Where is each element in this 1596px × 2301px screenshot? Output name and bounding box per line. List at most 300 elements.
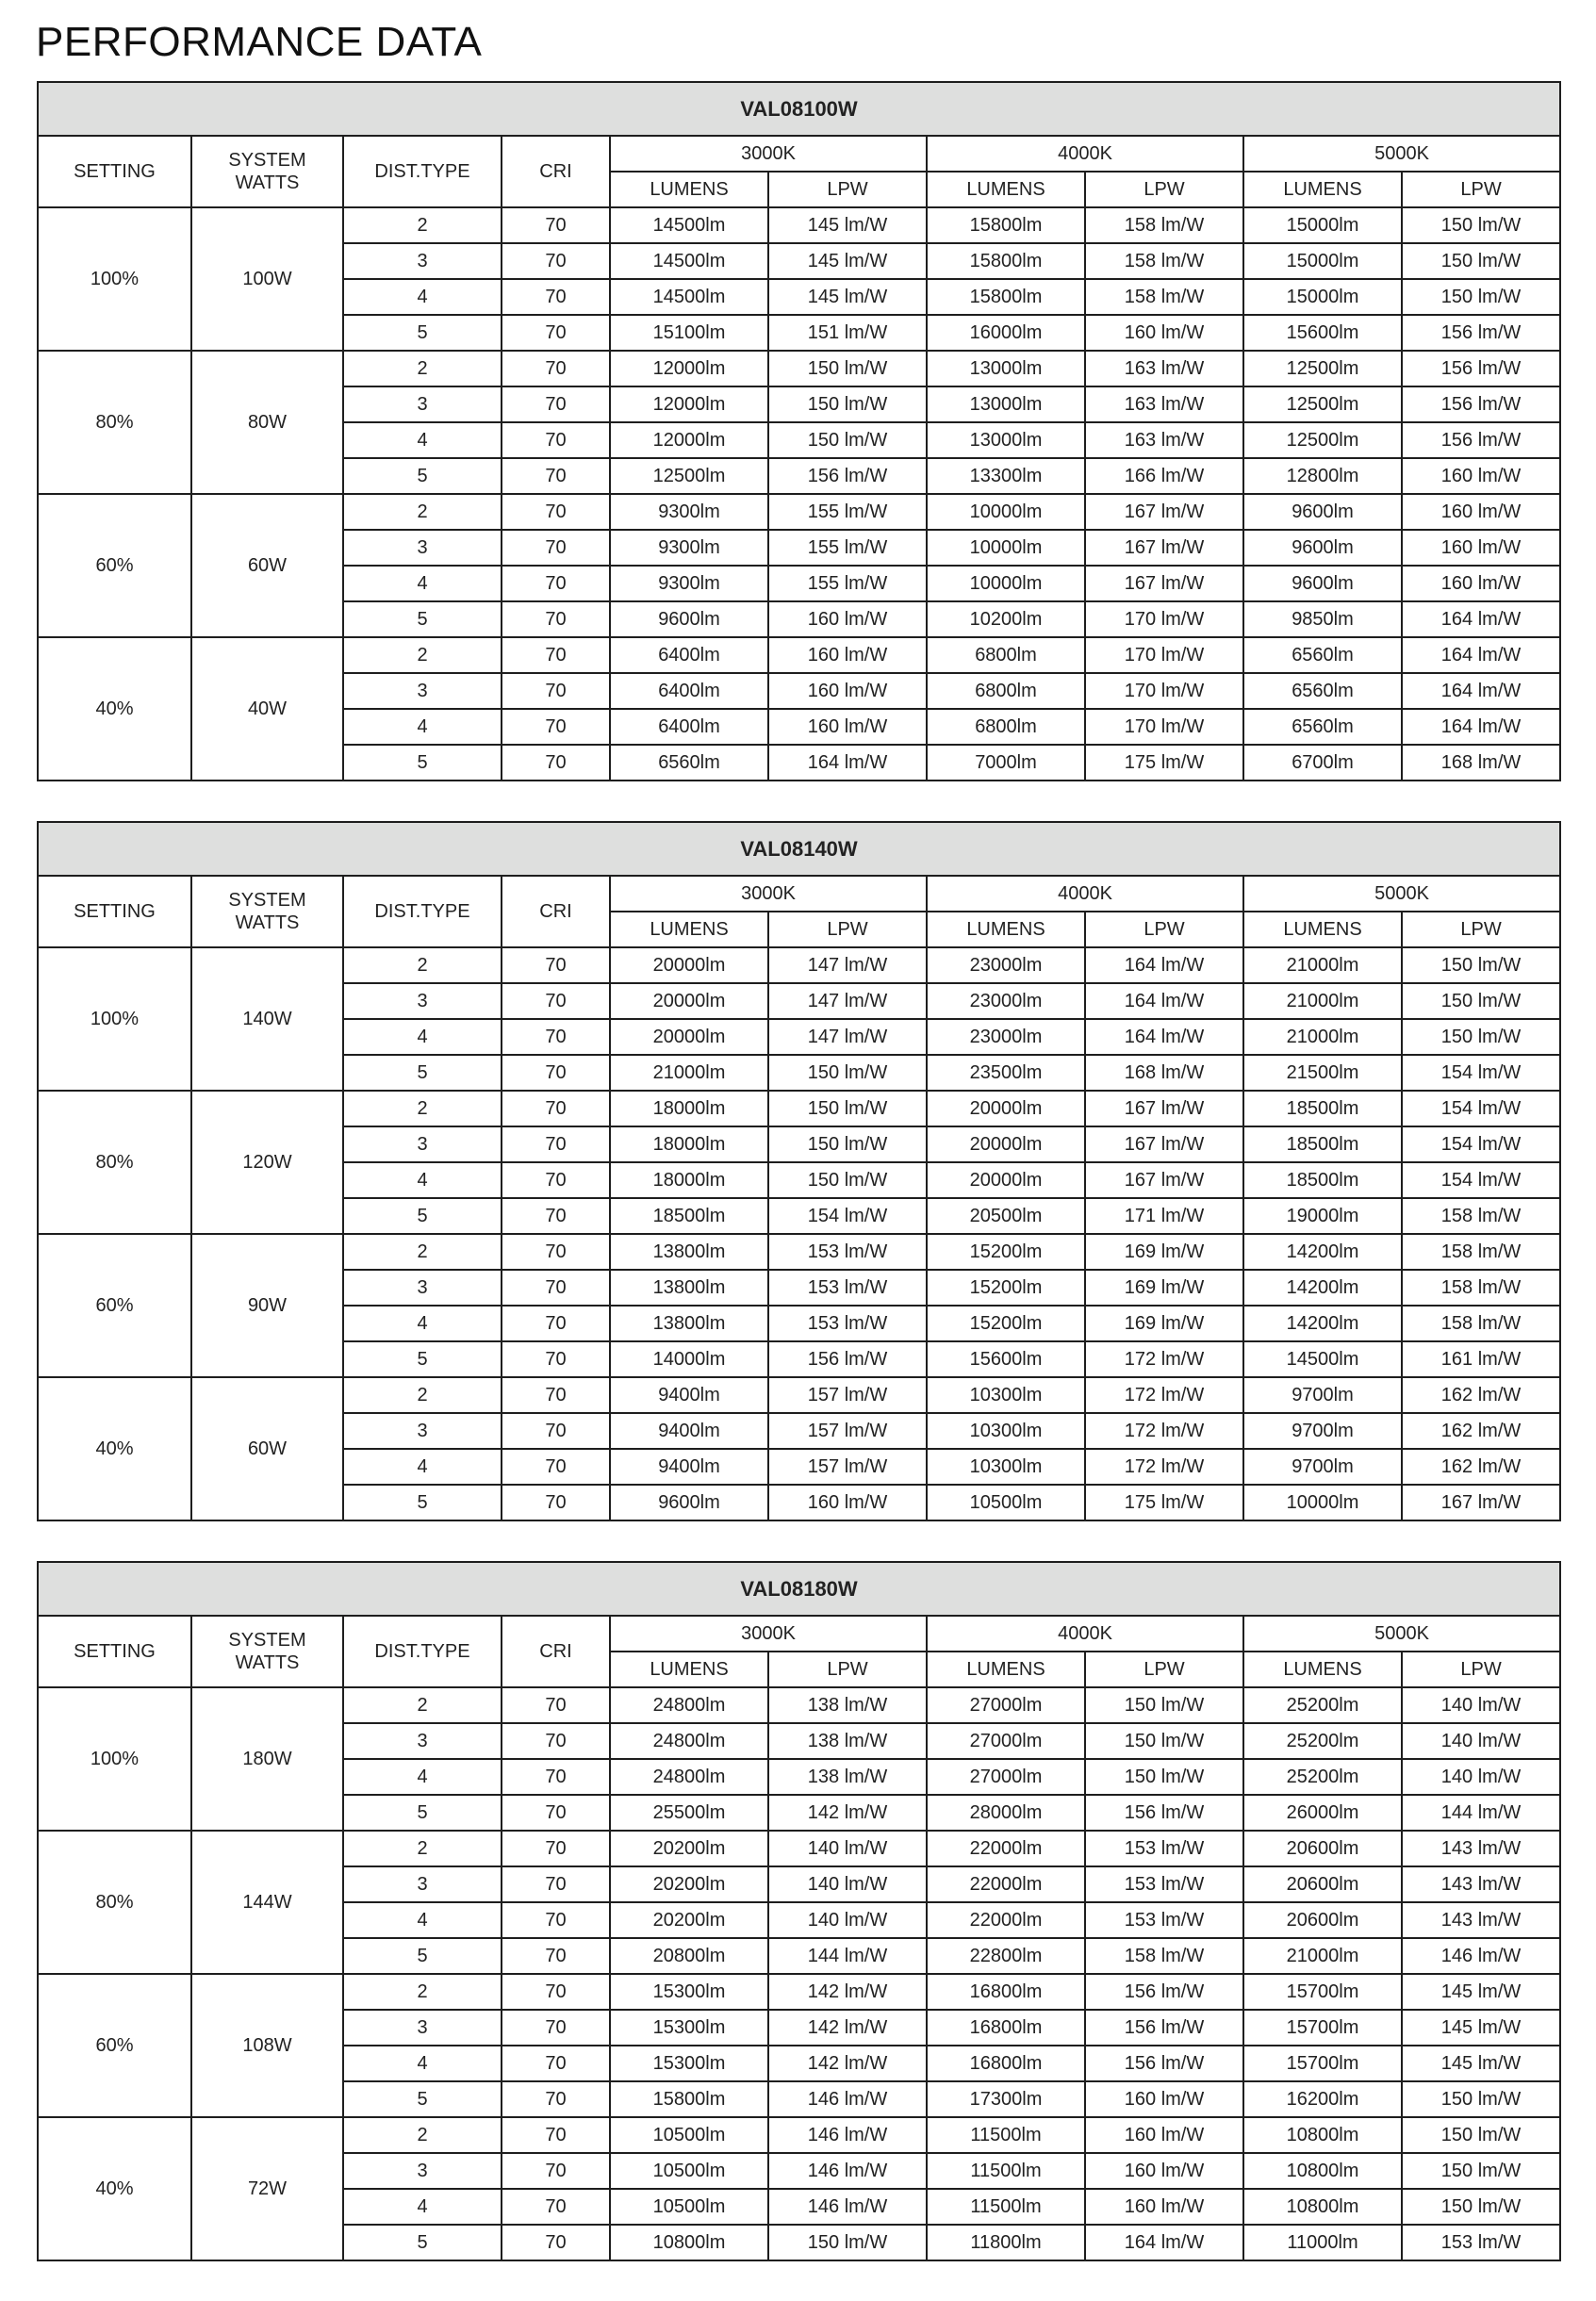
lumens-4000k-cell: 15800lm [927, 279, 1085, 315]
lpw-4000k-cell: 172 lm/W [1085, 1341, 1243, 1377]
lumens-4000k-cell: 10300lm [927, 1413, 1085, 1449]
table-row [38, 351, 1560, 386]
dist-type-cell: 3 [343, 673, 502, 709]
lumens-5000k-cell: 15000lm [1243, 207, 1402, 243]
header-system-watts-line1: SYSTEM [228, 1630, 306, 1651]
lumens-4000k-cell: 10500lm [927, 1485, 1085, 1520]
dist-type-cell: 2 [343, 1377, 502, 1413]
dist-type-cell: 5 [343, 2225, 502, 2260]
lpw-3000k-cell: 145 lm/W [768, 207, 927, 243]
lumens-3000k-cell: 18000lm [610, 1091, 768, 1126]
header-system-watts-line1: SYSTEM [228, 150, 306, 171]
cri-cell: 70 [502, 1866, 610, 1902]
lumens-5000k-cell: 14200lm [1243, 1234, 1402, 1270]
lumens-3000k-cell: 9400lm [610, 1377, 768, 1413]
lpw-3000k-cell: 160 lm/W [768, 673, 927, 709]
lumens-5000k-cell: 9600lm [1243, 494, 1402, 530]
lumens-4000k-cell: 16800lm [927, 2010, 1085, 2046]
cri-cell: 70 [502, 207, 610, 243]
lumens-4000k-cell: 13300lm [927, 458, 1085, 494]
page-title: PERFORMANCE DATA [36, 19, 483, 65]
lumens-3000k-cell: 20800lm [610, 1938, 768, 1974]
lpw-4000k-cell: 158 lm/W [1085, 243, 1243, 279]
system-watts-cell: 108W [191, 1974, 343, 2117]
lpw-5000k-cell: 160 lm/W [1402, 494, 1560, 530]
header-dist-type: DIST.TYPE [343, 876, 502, 947]
lumens-3000k-cell: 15300lm [610, 1974, 768, 2010]
header-lpw: LPW [768, 172, 927, 207]
lumens-4000k-cell: 20000lm [927, 1091, 1085, 1126]
cri-cell: 70 [502, 709, 610, 745]
lpw-4000k-cell: 150 lm/W [1085, 1687, 1243, 1723]
lumens-3000k-cell: 6400lm [610, 673, 768, 709]
cri-cell: 70 [502, 1795, 610, 1831]
header-system-watts [191, 136, 343, 207]
lpw-3000k-cell: 150 lm/W [768, 422, 927, 458]
dist-type-cell: 2 [343, 1831, 502, 1866]
lpw-3000k-cell: 138 lm/W [768, 1759, 927, 1795]
lpw-3000k-cell: 147 lm/W [768, 1019, 927, 1055]
lumens-4000k-cell: 13000lm [927, 351, 1085, 386]
lpw-5000k-cell: 150 lm/W [1402, 2153, 1560, 2189]
lpw-3000k-cell: 154 lm/W [768, 1198, 927, 1234]
lumens-4000k-cell: 11500lm [927, 2189, 1085, 2225]
lpw-4000k-cell: 156 lm/W [1085, 1795, 1243, 1831]
lumens-5000k-cell: 25200lm [1243, 1687, 1402, 1723]
lumens-4000k-cell: 15800lm [927, 243, 1085, 279]
dist-type-cell: 4 [343, 709, 502, 745]
cri-cell: 70 [502, 279, 610, 315]
lumens-4000k-cell: 10000lm [927, 566, 1085, 601]
dist-type-cell: 3 [343, 983, 502, 1019]
lpw-5000k-cell: 160 lm/W [1402, 458, 1560, 494]
lumens-5000k-cell: 10800lm [1243, 2189, 1402, 2225]
lpw-4000k-cell: 158 lm/W [1085, 279, 1243, 315]
header-lpw: LPW [1402, 1652, 1560, 1687]
lpw-5000k-cell: 162 lm/W [1402, 1413, 1560, 1449]
cri-cell: 70 [502, 422, 610, 458]
lpw-4000k-cell: 156 lm/W [1085, 1974, 1243, 2010]
lumens-5000k-cell: 21000lm [1243, 1019, 1402, 1055]
lumens-3000k-cell: 6400lm [610, 637, 768, 673]
lpw-3000k-cell: 142 lm/W [768, 2046, 927, 2081]
lpw-5000k-cell: 150 lm/W [1402, 983, 1560, 1019]
cri-cell: 70 [502, 386, 610, 422]
table-row [38, 207, 1560, 243]
table-row [38, 1974, 1560, 2010]
lpw-4000k-cell: 167 lm/W [1085, 530, 1243, 566]
header-cri: CRI [502, 136, 610, 207]
lumens-5000k-cell: 12500lm [1243, 351, 1402, 386]
lumens-5000k-cell: 21000lm [1243, 983, 1402, 1019]
lpw-3000k-cell: 153 lm/W [768, 1270, 927, 1306]
lpw-3000k-cell: 142 lm/W [768, 1974, 927, 2010]
lumens-4000k-cell: 6800lm [927, 673, 1085, 709]
cri-cell: 70 [502, 2117, 610, 2153]
lumens-5000k-cell: 18500lm [1243, 1126, 1402, 1162]
cri-cell: 70 [502, 2189, 610, 2225]
lumens-5000k-cell: 14500lm [1243, 1341, 1402, 1377]
lpw-4000k-cell: 170 lm/W [1085, 673, 1243, 709]
lumens-4000k-cell: 11500lm [927, 2153, 1085, 2189]
dist-type-cell: 3 [343, 530, 502, 566]
lpw-3000k-cell: 147 lm/W [768, 947, 927, 983]
lumens-3000k-cell: 12000lm [610, 351, 768, 386]
cri-cell: 70 [502, 1234, 610, 1270]
lpw-3000k-cell: 150 lm/W [768, 1055, 927, 1091]
table-row [38, 2117, 1560, 2153]
lumens-4000k-cell: 13000lm [927, 422, 1085, 458]
lpw-4000k-cell: 172 lm/W [1085, 1413, 1243, 1449]
cri-cell: 70 [502, 1485, 610, 1520]
model-title: VAL08140W [38, 822, 1560, 876]
cri-cell: 70 [502, 243, 610, 279]
lumens-5000k-cell: 16200lm [1243, 2081, 1402, 2117]
lumens-5000k-cell: 6560lm [1243, 637, 1402, 673]
system-watts-cell: 90W [191, 1234, 343, 1377]
lumens-4000k-cell: 16800lm [927, 1974, 1085, 2010]
dist-type-cell: 4 [343, 1019, 502, 1055]
lpw-3000k-cell: 155 lm/W [768, 494, 927, 530]
lpw-5000k-cell: 156 lm/W [1402, 315, 1560, 351]
header-lpw: LPW [1085, 1652, 1243, 1687]
lumens-4000k-cell: 11800lm [927, 2225, 1085, 2260]
lumens-4000k-cell: 20000lm [927, 1162, 1085, 1198]
lpw-5000k-cell: 160 lm/W [1402, 566, 1560, 601]
lumens-3000k-cell: 13800lm [610, 1270, 768, 1306]
lpw-3000k-cell: 147 lm/W [768, 983, 927, 1019]
dist-type-cell: 2 [343, 494, 502, 530]
lpw-5000k-cell: 158 lm/W [1402, 1306, 1560, 1341]
cri-cell: 70 [502, 601, 610, 637]
system-watts-cell: 80W [191, 351, 343, 494]
lumens-3000k-cell: 15300lm [610, 2010, 768, 2046]
lpw-3000k-cell: 140 lm/W [768, 1866, 927, 1902]
lpw-3000k-cell: 160 lm/W [768, 637, 927, 673]
lpw-5000k-cell: 143 lm/W [1402, 1866, 1560, 1902]
table-row [38, 1234, 1560, 1270]
dist-type-cell: 4 [343, 2046, 502, 2081]
lpw-4000k-cell: 171 lm/W [1085, 1198, 1243, 1234]
header-lpw: LPW [1085, 172, 1243, 207]
lumens-3000k-cell: 18000lm [610, 1162, 768, 1198]
lpw-5000k-cell: 153 lm/W [1402, 2225, 1560, 2260]
lpw-4000k-cell: 150 lm/W [1085, 1723, 1243, 1759]
dist-type-cell: 3 [343, 1270, 502, 1306]
lumens-3000k-cell: 10800lm [610, 2225, 768, 2260]
dist-type-cell: 2 [343, 637, 502, 673]
cri-cell: 70 [502, 983, 610, 1019]
lpw-4000k-cell: 164 lm/W [1085, 1019, 1243, 1055]
lumens-4000k-cell: 22800lm [927, 1938, 1085, 1974]
dist-type-cell: 5 [343, 458, 502, 494]
cri-cell: 70 [502, 1902, 610, 1938]
lpw-5000k-cell: 150 lm/W [1402, 279, 1560, 315]
lumens-5000k-cell: 9700lm [1243, 1449, 1402, 1485]
header-cri: CRI [502, 876, 610, 947]
lpw-4000k-cell: 175 lm/W [1085, 1485, 1243, 1520]
lumens-4000k-cell: 23500lm [927, 1055, 1085, 1091]
header-setting: SETTING [38, 1616, 191, 1687]
dist-type-cell: 2 [343, 2117, 502, 2153]
lpw-3000k-cell: 164 lm/W [768, 745, 927, 781]
lpw-5000k-cell: 160 lm/W [1402, 530, 1560, 566]
dist-type-cell: 5 [343, 1485, 502, 1520]
lumens-3000k-cell: 6400lm [610, 709, 768, 745]
lpw-3000k-cell: 138 lm/W [768, 1723, 927, 1759]
lpw-3000k-cell: 156 lm/W [768, 458, 927, 494]
lumens-5000k-cell: 20600lm [1243, 1902, 1402, 1938]
lumens-5000k-cell: 14200lm [1243, 1270, 1402, 1306]
setting-cell: 40% [38, 637, 191, 781]
lumens-4000k-cell: 27000lm [927, 1723, 1085, 1759]
dist-type-cell: 5 [343, 601, 502, 637]
lpw-4000k-cell: 153 lm/W [1085, 1866, 1243, 1902]
header-lumens: LUMENS [1243, 172, 1402, 207]
lpw-4000k-cell: 168 lm/W [1085, 1055, 1243, 1091]
dist-type-cell: 5 [343, 2081, 502, 2117]
lpw-5000k-cell: 144 lm/W [1402, 1795, 1560, 1831]
lpw-5000k-cell: 150 lm/W [1402, 2081, 1560, 2117]
lpw-3000k-cell: 146 lm/W [768, 2153, 927, 2189]
lumens-4000k-cell: 7000lm [927, 745, 1085, 781]
lumens-4000k-cell: 23000lm [927, 1019, 1085, 1055]
setting-cell: 80% [38, 351, 191, 494]
dist-type-cell: 3 [343, 2153, 502, 2189]
lumens-3000k-cell: 10500lm [610, 2117, 768, 2153]
dist-type-cell: 2 [343, 1091, 502, 1126]
lpw-3000k-cell: 156 lm/W [768, 1341, 927, 1377]
lumens-3000k-cell: 14500lm [610, 279, 768, 315]
performance-table-val08180w [37, 1561, 1561, 2261]
lpw-3000k-cell: 144 lm/W [768, 1938, 927, 1974]
lpw-5000k-cell: 150 lm/W [1402, 2189, 1560, 2225]
lpw-5000k-cell: 145 lm/W [1402, 1974, 1560, 2010]
dist-type-cell: 3 [343, 386, 502, 422]
lpw-3000k-cell: 160 lm/W [768, 1485, 927, 1520]
lumens-4000k-cell: 6800lm [927, 709, 1085, 745]
header-lpw: LPW [1402, 172, 1560, 207]
lpw-4000k-cell: 153 lm/W [1085, 1831, 1243, 1866]
setting-cell: 100% [38, 947, 191, 1091]
header-lumens: LUMENS [927, 172, 1085, 207]
lpw-5000k-cell: 161 lm/W [1402, 1341, 1560, 1377]
cri-cell: 70 [502, 2225, 610, 2260]
lumens-5000k-cell: 10800lm [1243, 2153, 1402, 2189]
lpw-5000k-cell: 154 lm/W [1402, 1055, 1560, 1091]
lumens-4000k-cell: 10200lm [927, 601, 1085, 637]
lpw-4000k-cell: 175 lm/W [1085, 745, 1243, 781]
header-cri: CRI [502, 1616, 610, 1687]
lumens-3000k-cell: 9300lm [610, 530, 768, 566]
cri-cell: 70 [502, 315, 610, 351]
lpw-5000k-cell: 158 lm/W [1402, 1270, 1560, 1306]
header-system-watts-line2: WATTS [235, 173, 300, 193]
lpw-3000k-cell: 160 lm/W [768, 709, 927, 745]
cri-cell: 70 [502, 1938, 610, 1974]
lumens-5000k-cell: 10800lm [1243, 2117, 1402, 2153]
lpw-5000k-cell: 150 lm/W [1402, 947, 1560, 983]
lumens-5000k-cell: 14200lm [1243, 1306, 1402, 1341]
lumens-3000k-cell: 12000lm [610, 386, 768, 422]
system-watts-cell: 144W [191, 1831, 343, 1974]
lpw-5000k-cell: 145 lm/W [1402, 2010, 1560, 2046]
cri-cell: 70 [502, 1198, 610, 1234]
lumens-5000k-cell: 6700lm [1243, 745, 1402, 781]
lumens-3000k-cell: 24800lm [610, 1759, 768, 1795]
lumens-5000k-cell: 10000lm [1243, 1485, 1402, 1520]
lumens-3000k-cell: 20000lm [610, 947, 768, 983]
cri-cell: 70 [502, 1306, 610, 1341]
setting-cell: 60% [38, 1234, 191, 1377]
lumens-3000k-cell: 25500lm [610, 1795, 768, 1831]
lumens-3000k-cell: 12000lm [610, 422, 768, 458]
lpw-3000k-cell: 142 lm/W [768, 2010, 927, 2046]
lpw-4000k-cell: 169 lm/W [1085, 1306, 1243, 1341]
lumens-5000k-cell: 15700lm [1243, 2046, 1402, 2081]
lpw-4000k-cell: 167 lm/W [1085, 494, 1243, 530]
setting-cell: 40% [38, 1377, 191, 1520]
lumens-3000k-cell: 9300lm [610, 494, 768, 530]
table-row [38, 1091, 1560, 1126]
dist-type-cell: 3 [343, 243, 502, 279]
lumens-5000k-cell: 9600lm [1243, 530, 1402, 566]
lumens-3000k-cell: 24800lm [610, 1687, 768, 1723]
lpw-3000k-cell: 138 lm/W [768, 1687, 927, 1723]
lumens-5000k-cell: 6560lm [1243, 709, 1402, 745]
header-lumens: LUMENS [610, 1652, 768, 1687]
cri-cell: 70 [502, 566, 610, 601]
dist-type-cell: 2 [343, 1687, 502, 1723]
lumens-5000k-cell: 12500lm [1243, 422, 1402, 458]
dist-type-cell: 4 [343, 566, 502, 601]
lpw-5000k-cell: 167 lm/W [1402, 1485, 1560, 1520]
lumens-3000k-cell: 20000lm [610, 1019, 768, 1055]
header-system-watts-line2: WATTS [235, 912, 300, 933]
lumens-4000k-cell: 10000lm [927, 530, 1085, 566]
lumens-3000k-cell: 13800lm [610, 1306, 768, 1341]
dist-type-cell: 3 [343, 1723, 502, 1759]
lumens-3000k-cell: 14500lm [610, 243, 768, 279]
lpw-3000k-cell: 150 lm/W [768, 1091, 927, 1126]
table-row [38, 494, 1560, 530]
cri-cell: 70 [502, 1449, 610, 1485]
lumens-3000k-cell: 18500lm [610, 1198, 768, 1234]
model-title: VAL08100W [38, 82, 1560, 136]
lumens-4000k-cell: 20500lm [927, 1198, 1085, 1234]
lpw-5000k-cell: 164 lm/W [1402, 709, 1560, 745]
lpw-5000k-cell: 146 lm/W [1402, 1938, 1560, 1974]
setting-cell: 40% [38, 2117, 191, 2260]
lumens-5000k-cell: 20600lm [1243, 1866, 1402, 1902]
lumens-5000k-cell: 15600lm [1243, 315, 1402, 351]
lumens-4000k-cell: 28000lm [927, 1795, 1085, 1831]
lpw-3000k-cell: 150 lm/W [768, 2225, 927, 2260]
cri-cell: 70 [502, 351, 610, 386]
lumens-5000k-cell: 15700lm [1243, 1974, 1402, 2010]
header-lumens: LUMENS [1243, 912, 1402, 947]
table-row [38, 1831, 1560, 1866]
lpw-3000k-cell: 146 lm/W [768, 2117, 927, 2153]
performance-table-val08140w [37, 821, 1561, 1521]
table-row [38, 947, 1560, 983]
dist-type-cell: 5 [343, 1938, 502, 1974]
lumens-4000k-cell: 16800lm [927, 2046, 1085, 2081]
header-setting: SETTING [38, 876, 191, 947]
lumens-5000k-cell: 9600lm [1243, 566, 1402, 601]
lumens-4000k-cell: 17300lm [927, 2081, 1085, 2117]
cri-cell: 70 [502, 1341, 610, 1377]
lumens-5000k-cell: 19000lm [1243, 1198, 1402, 1234]
lpw-4000k-cell: 160 lm/W [1085, 2189, 1243, 2225]
lumens-5000k-cell: 15000lm [1243, 279, 1402, 315]
lumens-3000k-cell: 20200lm [610, 1866, 768, 1902]
lumens-3000k-cell: 15300lm [610, 2046, 768, 2081]
lpw-3000k-cell: 145 lm/W [768, 279, 927, 315]
cri-cell: 70 [502, 637, 610, 673]
lpw-3000k-cell: 157 lm/W [768, 1377, 927, 1413]
lpw-5000k-cell: 164 lm/W [1402, 673, 1560, 709]
lumens-5000k-cell: 18500lm [1243, 1162, 1402, 1198]
lpw-3000k-cell: 151 lm/W [768, 315, 927, 351]
dist-type-cell: 2 [343, 947, 502, 983]
dist-type-cell: 5 [343, 1055, 502, 1091]
header-lumens: LUMENS [1243, 1652, 1402, 1687]
lpw-3000k-cell: 155 lm/W [768, 566, 927, 601]
lpw-3000k-cell: 160 lm/W [768, 601, 927, 637]
lumens-5000k-cell: 21500lm [1243, 1055, 1402, 1091]
lpw-4000k-cell: 170 lm/W [1085, 637, 1243, 673]
lpw-5000k-cell: 150 lm/W [1402, 1019, 1560, 1055]
cri-cell: 70 [502, 1270, 610, 1306]
lpw-5000k-cell: 164 lm/W [1402, 637, 1560, 673]
lpw-3000k-cell: 146 lm/W [768, 2189, 927, 2225]
lumens-4000k-cell: 10000lm [927, 494, 1085, 530]
cri-cell: 70 [502, 458, 610, 494]
lumens-5000k-cell: 25200lm [1243, 1723, 1402, 1759]
lpw-3000k-cell: 150 lm/W [768, 351, 927, 386]
header-cct-5000k: 5000K [1243, 1616, 1560, 1652]
lpw-4000k-cell: 167 lm/W [1085, 1091, 1243, 1126]
lumens-3000k-cell: 9300lm [610, 566, 768, 601]
header-system-watts [191, 876, 343, 947]
table-row [38, 1687, 1560, 1723]
lpw-5000k-cell: 162 lm/W [1402, 1377, 1560, 1413]
performance-table-val08100w [37, 81, 1561, 781]
lpw-4000k-cell: 163 lm/W [1085, 351, 1243, 386]
system-watts-cell: 120W [191, 1091, 343, 1234]
lpw-5000k-cell: 164 lm/W [1402, 601, 1560, 637]
lumens-3000k-cell: 21000lm [610, 1055, 768, 1091]
header-lumens: LUMENS [610, 912, 768, 947]
lumens-4000k-cell: 22000lm [927, 1866, 1085, 1902]
lumens-3000k-cell: 24800lm [610, 1723, 768, 1759]
lpw-5000k-cell: 156 lm/W [1402, 422, 1560, 458]
lpw-5000k-cell: 158 lm/W [1402, 1198, 1560, 1234]
lpw-4000k-cell: 153 lm/W [1085, 1902, 1243, 1938]
dist-type-cell: 5 [343, 1198, 502, 1234]
lumens-5000k-cell: 11000lm [1243, 2225, 1402, 2260]
dist-type-cell: 3 [343, 1866, 502, 1902]
lpw-4000k-cell: 163 lm/W [1085, 386, 1243, 422]
lumens-4000k-cell: 27000lm [927, 1687, 1085, 1723]
lumens-4000k-cell: 6800lm [927, 637, 1085, 673]
lumens-4000k-cell: 10300lm [927, 1449, 1085, 1485]
dist-type-cell: 4 [343, 1162, 502, 1198]
lumens-5000k-cell: 21000lm [1243, 1938, 1402, 1974]
lpw-4000k-cell: 167 lm/W [1085, 1126, 1243, 1162]
lumens-4000k-cell: 11500lm [927, 2117, 1085, 2153]
